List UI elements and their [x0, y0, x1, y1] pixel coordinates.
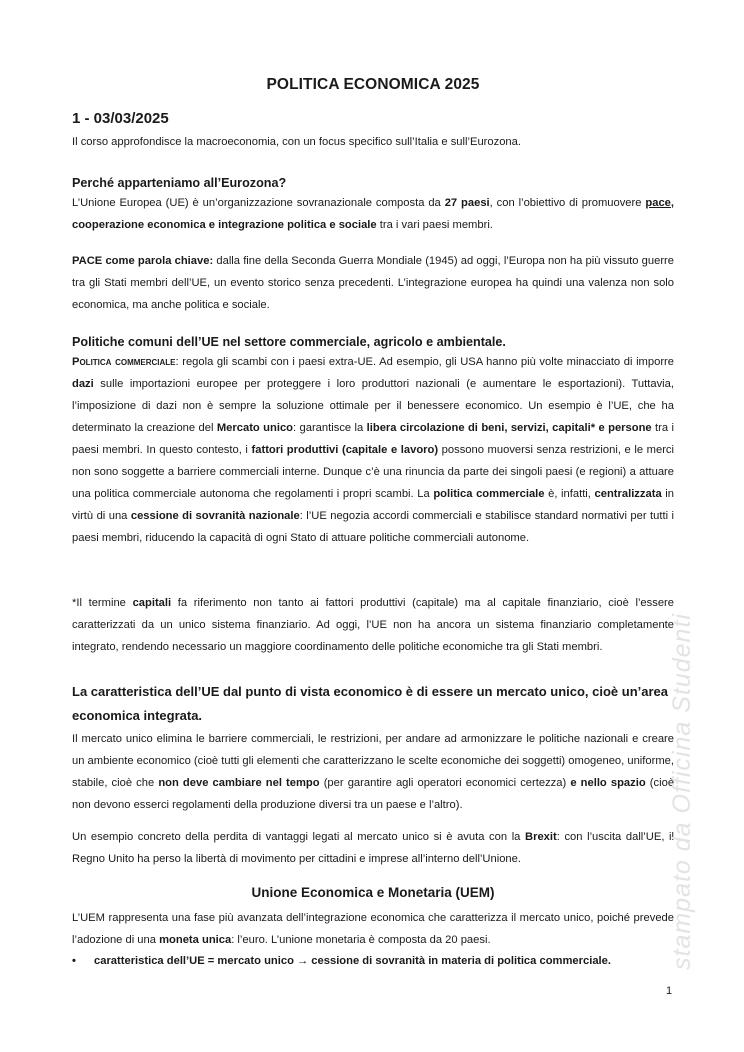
- paragraph-mercato-unico: Il mercato unico elimina le barriere commerciali, le restrizioni, per andare ad armonizzare le politiche nazionali e creare un ambiente economico (cioè tutti gli elementi che caratterizzano le scelte economiche dei soggetti) omogeneo, uniforme, stabile, cioè che non deve cambiare nel tempo (per garantire agli operatori economici certezza) e nello spazio (cioè non devono esserci regolamenti della produzione diversi tra un paese e l’altro).: [72, 733, 675, 811]
- paragraph-uem: L’UEM rappresenta una fase più avanzata dell’integrazione economica che caratterizza il mercato unico, poiché prevede l’adozione di una moneta unica: l’euro. L’unione monetaria è composta da 20 paesi.: [72, 912, 674, 946]
- intro-paragraph: Il corso approfondisce la macroeconomia, con un focus specifico sull’Italia e sull’Eurozona.: [72, 136, 521, 148]
- section-heading-uem: Unione Economica e Monetaria (UEM): [251, 885, 495, 900]
- bullet-item: [72, 955, 674, 967]
- section-heading-mercato-unico: La caratteristica dell’UE dal punto di vista economico è di essere un mercato unico, cioè un’area economica integrata.: [72, 684, 669, 723]
- paragraph-politica-commerciale: Politica commerciale: regola gli scambi con i paesi extra-UE. Ad esempio, gli USA hanno più volte minacciato di imporre dazi sulle importazioni europee per proteggere i loro produttori nazionali (e aumentare le esportazioni). Tuttavia, l’imposizione di dazi non è sempre la soluzione ottimale per il benessere economico. Un esempio è l’UE, che ha determinato la creazione del Mercato unico: garantisce la libera circolazione di beni, servizi, capitali* e persone tra i paesi membri. In questo contesto, i fattori produttivi (capitale e lavoro) possono muoversi senza restrizioni, e le merci non sono soggette a barriere commerciali interne. Dunque c’è una rinuncia da parte dei singoli paesi (e regioni) a attuare una politica commerciale autonoma che regolamenti i propri scambi. La politica commerciale è, infatti, centralizzata in virtù di una cessione di sovranità nazionale: l’UE negozia accordi commerciali e stabilisce standard normativi per tutti i paesi membri, riducendo la capacità di ogni Stato di attuare politiche commerciali autonome.: [72, 356, 675, 544]
- footnote-capitali: *Il termine capitali fa riferimento non tanto ai fattori produttivi (capitale) ma al capitale finanziario, cioè l’essere caratterizzati da un unico sistema finanziario. Ad oggi, l’UE non ha ancora un sistema finanziario completamente integrato, rendendo necessario un maggiore coordinamento delle politiche economiche tra gli Stati membri.: [72, 597, 675, 653]
- section-heading-eurozona: Perché apparteniamo all’Eurozona?: [72, 176, 287, 190]
- paragraph-ue-definition: L’Unione Europea (UE) è un’organizzazione sovranazionale composta da 27 paesi, con l’obiettivo di promuovere pace, cooperazione economica e integrazione politica e sociale tra i vari paesi membri.: [72, 197, 674, 231]
- paragraph-brexit: Un esempio concreto della perdita di vantaggi legati al mercato unico si è avuta con la Brexit: con l’uscita dall’UE, il Regno Unito ha perso la libertà di movimento per cittadini e imprese all’interno dell’Unione.: [72, 831, 675, 865]
- page-number: 1: [666, 985, 673, 997]
- bullet-text: caratteristica dell’UE = mercato unico → cessione di sovranità in materia di politica commerciale.: [94, 955, 611, 967]
- section-heading-politiche-comuni: Politiche comuni dell’UE nel settore commerciale, agricolo e ambientale.: [72, 335, 506, 349]
- document-title: POLITICA ECONOMICA 2025: [266, 76, 480, 93]
- paragraph-pace: PACE come parola chiave: dalla fine della Seconda Guerra Mondiale (1945) ad oggi, l’Europa non ha più vissuto guerre tra gli Stati membri dell’UE, un evento storico senza precedenti. L’integrazione europea ha quindi una valenza non solo economica, ma anche politica e sociale.: [72, 255, 675, 311]
- watermark: stampato da Officina Studenti: [668, 613, 696, 970]
- bullet-icon: •: [72, 955, 76, 967]
- lesson-heading: 1 - 03/03/2025: [72, 110, 169, 127]
